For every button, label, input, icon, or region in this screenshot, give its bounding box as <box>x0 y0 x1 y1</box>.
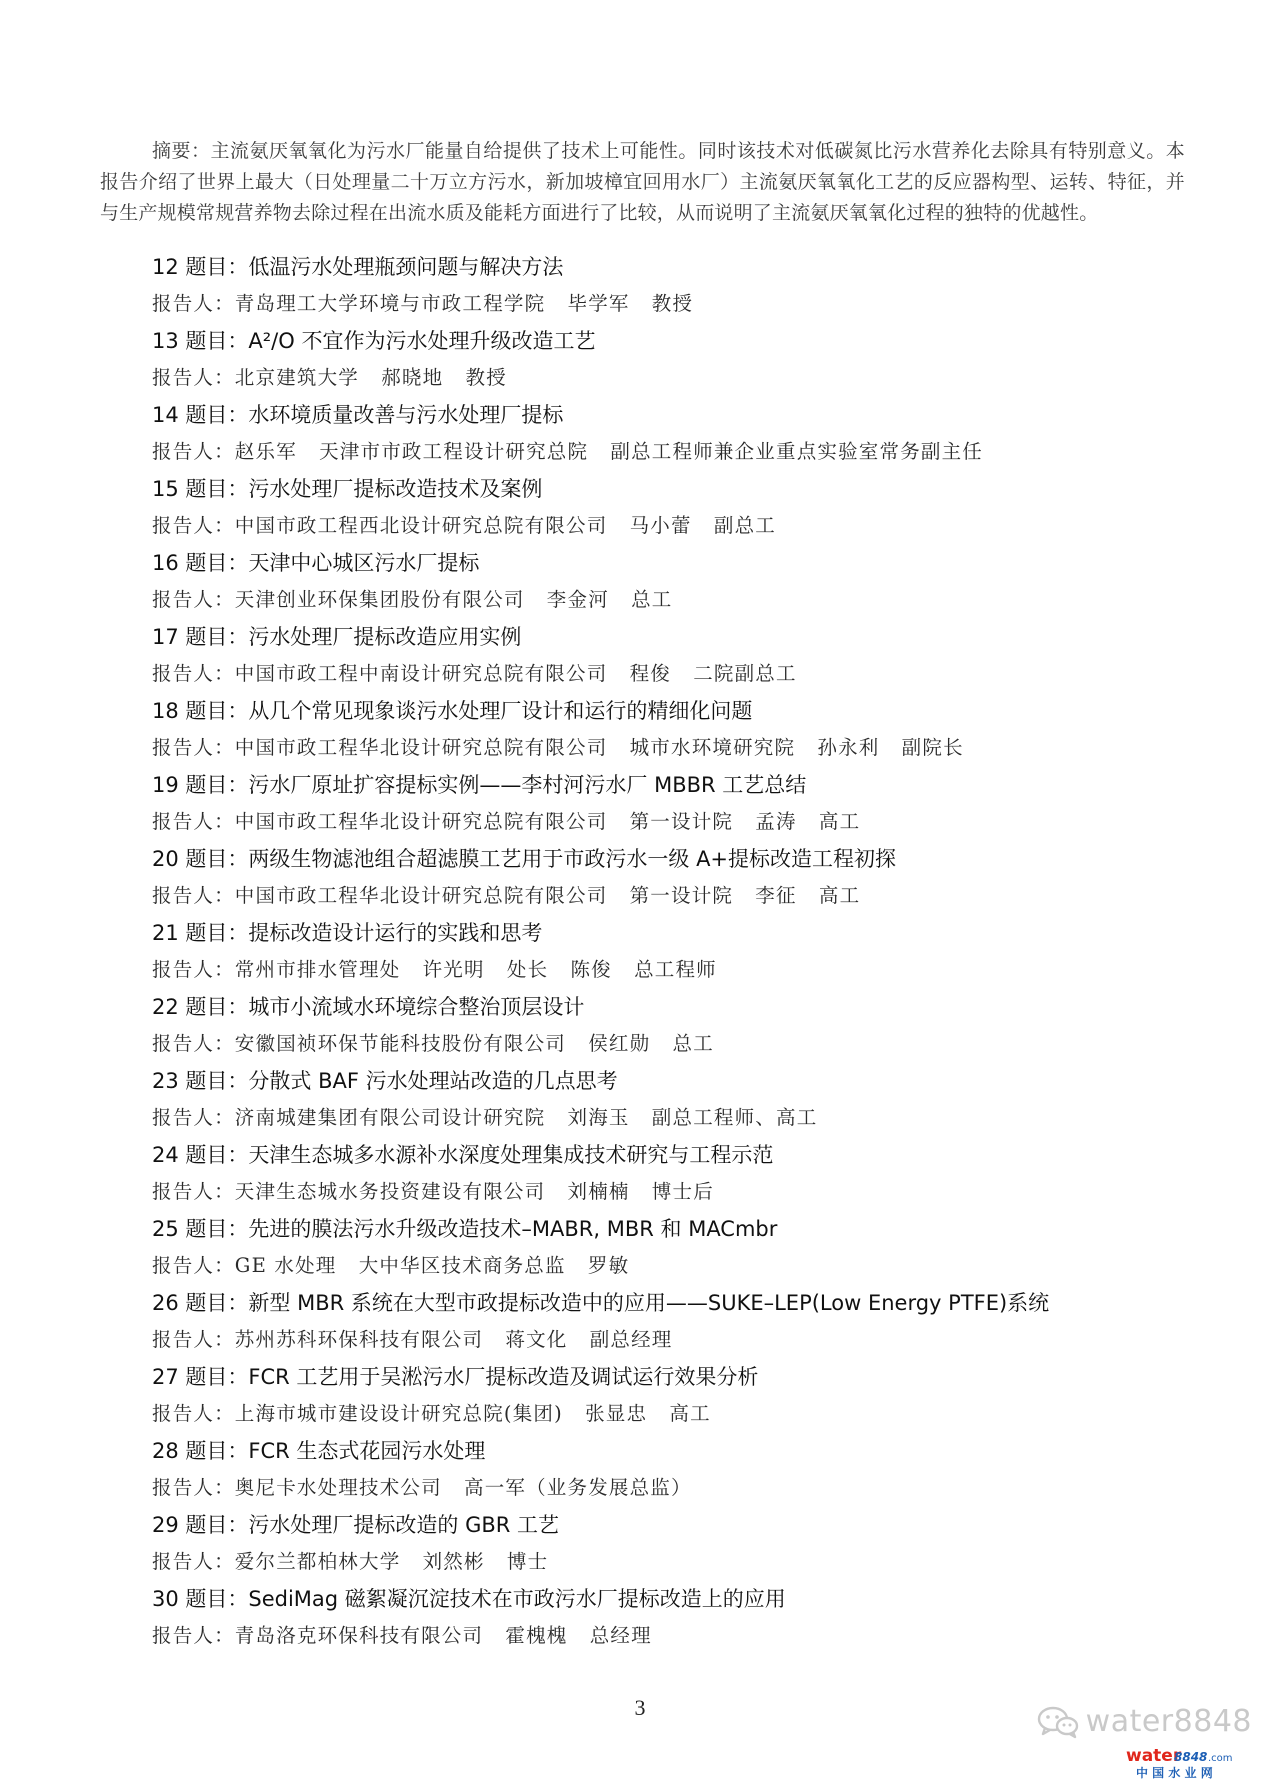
topic-reporter: 报告人：中国市政工程华北设计研究总院有限公司 第一设计院 孟涛 高工 <box>152 810 861 833</box>
topic-item <box>152 326 1212 400</box>
topic-title: 28 题目：FCR 生态式花园污水处理 <box>152 1439 486 1463</box>
topic-reporter: 报告人：中国市政工程西北设计研究总院有限公司 马小蕾 副总工 <box>152 514 776 537</box>
topic-title: 26 题目：新型 MBR 系统在大型市政提标改造中的应用——SUKE–LEP(Low Energy PTFE)系统 <box>152 1291 1050 1315</box>
topic-title: 23 题目：分散式 BAF 污水处理站改造的几点思考 <box>152 1069 618 1093</box>
wechat-watermark <box>1036 1704 1252 1739</box>
topic-reporter: 报告人：上海市城市建设设计研究总院(集团) 张显忠 高工 <box>152 1402 711 1425</box>
topic-reporter: 报告人：青岛理工大学环境与市政工程学院 毕学军 教授 <box>152 292 694 315</box>
logo-word: water <box>1126 1746 1182 1766</box>
topic-reporter: 报告人：赵乐军 天津市市政工程设计研究总院 副总工程师兼企业重点实验室常务副主任 <box>152 440 983 463</box>
topic-reporter: 报告人：中国市政工程华北设计研究总院有限公司 第一设计院 李征 高工 <box>152 884 861 907</box>
page-number: 3 <box>634 1695 646 1720</box>
topic-title: 18 题目：从几个常见现象谈污水处理厂设计和运行的精细化问题 <box>152 699 753 723</box>
topic-item <box>152 548 1212 622</box>
topic-item <box>152 696 1212 770</box>
topic-item <box>152 1140 1212 1214</box>
topic-reporter: 报告人：天津生态城水务投资建设有限公司 刘楠楠 博士后 <box>152 1180 714 1203</box>
topic-item <box>152 1362 1212 1436</box>
watermark-handle: water8848 <box>1085 1704 1252 1739</box>
water8848-logo <box>1122 1744 1262 1780</box>
topic-reporter: 报告人：中国市政工程华北设计研究总院有限公司 城市水环境研究院 孙永利 副院长 <box>152 736 964 759</box>
topic-item <box>152 770 1212 844</box>
logo-domain: .com <box>1208 1753 1233 1764</box>
topic-title: 17 题目：污水处理厂提标改造应用实例 <box>152 625 522 649</box>
topic-title: 16 题目：天津中心城区污水厂提标 <box>152 551 480 575</box>
topic-title: 12 题目：低温污水处理瓶颈问题与解决方法 <box>152 255 564 279</box>
topic-reporter: 报告人：济南城建集团有限公司设计研究院 刘海玉 副总工程师、高工 <box>152 1106 818 1129</box>
topic-item <box>152 622 1212 696</box>
topic-title: 20 题目：两级生物滤池组合超滤膜工艺用于市政污水一级 A+提标改造工程初探 <box>152 847 897 871</box>
topic-item <box>152 1510 1212 1584</box>
topic-reporter: 报告人：苏州苏科环保科技有限公司 蒋文化 副总经理 <box>152 1328 673 1351</box>
topic-title: 25 题目：先进的膜法污水升级改造技术–MABR, MBR 和 MACmbr <box>152 1217 778 1241</box>
topic-title: 24 题目：天津生态城多水源补水深度处理集成技术研究与工程示范 <box>152 1143 774 1167</box>
topic-title: 13 题目：A²/O 不宜作为污水处理升级改造工艺 <box>152 329 596 353</box>
topic-title: 14 题目：水环境质量改善与污水处理厂提标 <box>152 403 564 427</box>
topic-title: 27 题目：FCR 工艺用于吴淞污水厂提标改造及调试运行效果分析 <box>152 1365 759 1389</box>
topic-item <box>152 844 1212 918</box>
topic-item <box>152 1436 1212 1510</box>
topic-list <box>152 252 1212 1658</box>
topic-reporter: 报告人：奥尼卡水处理技术公司 高一军（业务发展总监） <box>152 1476 692 1499</box>
topic-item <box>152 252 1212 326</box>
topic-title: 21 题目：提标改造设计运行的实践和思考 <box>152 921 543 945</box>
topic-item <box>152 1214 1212 1288</box>
topic-item <box>152 992 1212 1066</box>
topic-reporter: 报告人：青岛洛克环保科技有限公司 霍槐槐 总经理 <box>152 1624 652 1647</box>
topic-reporter: 报告人：爱尔兰都柏林大学 刘然彬 博士 <box>152 1550 549 1573</box>
topic-title: 19 题目：污水厂原址扩容提标实例——李村河污水厂 MBBR 工艺总结 <box>152 773 807 797</box>
topic-reporter: 报告人：常州市排水管理处 许光明 处长 陈俊 总工程师 <box>152 958 717 981</box>
logo-number: 8848 <box>1174 1750 1208 1764</box>
topic-title: 30 题目：SediMag 磁絮凝沉淀技术在市政污水厂提标改造上的应用 <box>152 1587 786 1611</box>
abstract-paragraph: 摘要：主流氨厌氧氧化为污水厂能量自给提供了技术上可能性。同时该技术对低碳氮比污水营养化去除具有特别意义。本报告介绍了世界上最大（日处理量二十万立方污水，新加坡樟宜回用水厂）主流氨厌氧氧化工艺的反应器构型、运转、特征，并与生产规模常规营养物去除过程在出流水质及能耗方面进行了比较，从而说明了主流氨厌氧氧化过程的独特的优越性。 <box>100 140 1185 224</box>
topic-title: 15 题目：污水处理厂提标改造技术及案例 <box>152 477 543 501</box>
topic-title: 22 题目：城市小流域水环境综合整治顶层设计 <box>152 995 585 1019</box>
topic-item <box>152 1584 1212 1658</box>
topic-item <box>152 400 1212 474</box>
topic-reporter: 报告人：GE 水处理 大中华区技术商务总监 罗敏 <box>152 1254 630 1277</box>
topic-item <box>152 474 1212 548</box>
topic-reporter: 报告人：北京建筑大学 郝晓地 教授 <box>152 366 507 389</box>
topic-title: 29 题目：污水处理厂提标改造的 GBR 工艺 <box>152 1513 560 1537</box>
topic-reporter: 报告人：安徽国祯环保节能科技股份有限公司 侯红勋 总工 <box>152 1032 714 1055</box>
topic-item <box>152 1288 1212 1362</box>
topic-reporter: 报告人：天津创业环保集团股份有限公司 李金河 总工 <box>152 588 673 611</box>
topic-reporter: 报告人：中国市政工程中南设计研究总院有限公司 程俊 二院副总工 <box>152 662 797 685</box>
wechat-icon <box>1036 1705 1080 1739</box>
topic-item <box>152 1066 1212 1140</box>
logo-cn-text: 中 国 水 业 网 <box>1136 1766 1213 1780</box>
topic-item <box>152 918 1212 992</box>
